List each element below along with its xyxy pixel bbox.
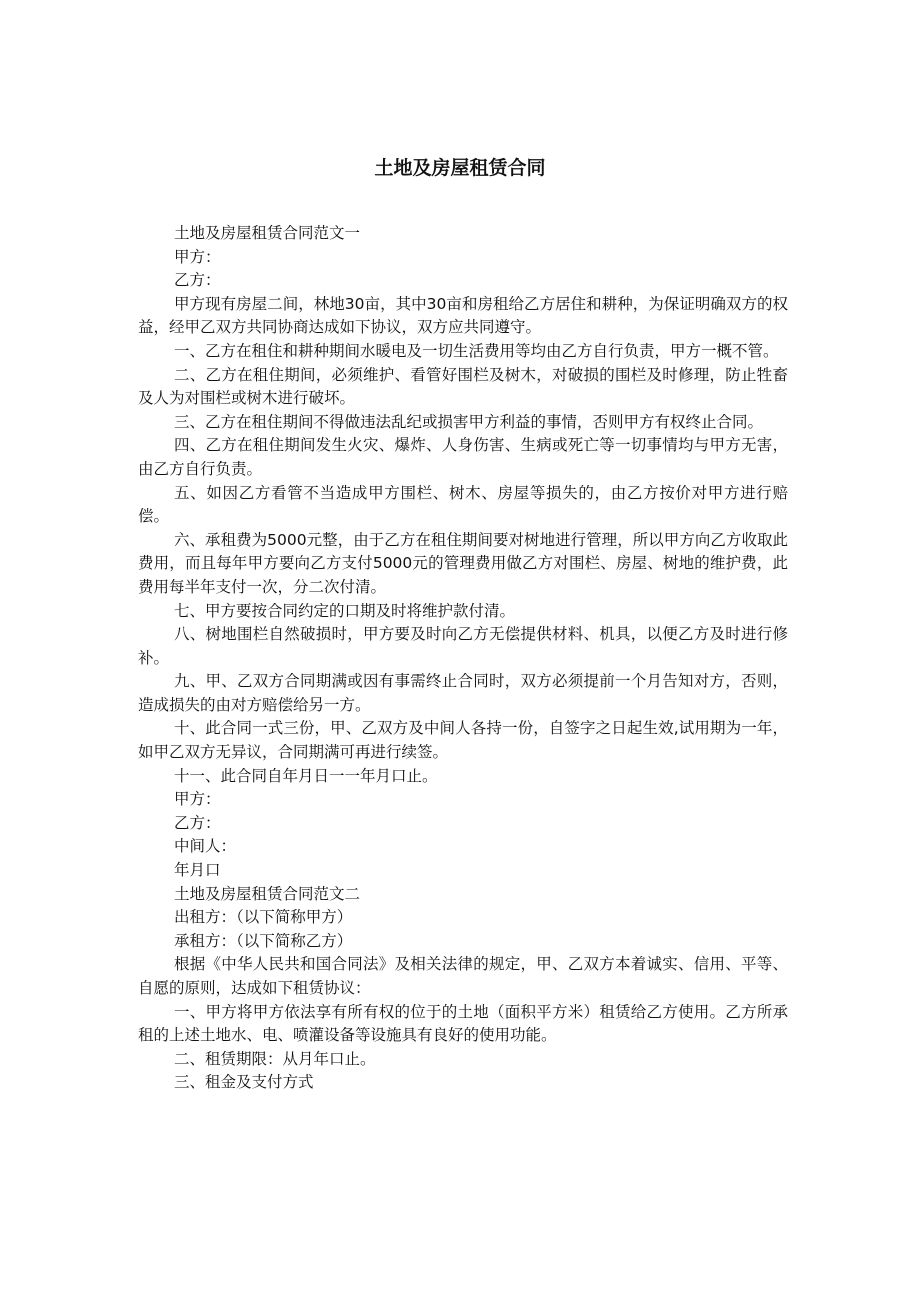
document-title: 土地及房屋租赁合同 xyxy=(374,157,546,179)
paragraph: 甲方现有房屋二间，林地30亩，其中30亩和房租给乙方居住和耕种，为保证明确双方的权益，经甲乙双方共同协商达成如下协议，双方应共同遵守。 xyxy=(138,294,788,337)
paragraph: 十一、此合同自年月日一一年月口止。 xyxy=(174,766,438,785)
paragraph: 九、甲、乙双方合同期满或因有事需终止合同时，双方必须提前一个月告知对方，否则，造成损失的由对方赔偿给另一方。 xyxy=(138,672,788,714)
paragraph: 乙方： xyxy=(174,813,221,832)
paragraph: 甲方： xyxy=(174,247,221,266)
document-body xyxy=(138,222,788,1095)
paragraph: 承租方：（以下简称乙方） xyxy=(174,931,353,950)
paragraph: 八、树地围栏自然破损时，甲方要及时向乙方无偿提供材料、机具，以便乙方及时进行修补。 xyxy=(138,625,788,667)
paragraph: 甲方： xyxy=(174,790,221,809)
paragraph: 三、乙方在租住期间不得做违法乱纪或损害甲方利益的事情，否则甲方有权终止合同。 xyxy=(174,412,764,431)
paragraph: 出租方：（以下简称甲方） xyxy=(174,908,353,927)
paragraph: 一、乙方在租住和耕种期间水暖电及一切生活费用等均由乙方自行负责，甲方一概不管。 xyxy=(174,341,779,360)
paragraph: 五、如因乙方看管不当造成甲方围栏、树木、房屋等损失的，由乙方按价对甲方进行赔偿。 xyxy=(138,483,788,526)
paragraph: 一、甲方将甲方依法享有所有权的位于的土地（面积平方米）租赁给乙方使用。乙方所承租的上述土地水、电、喷灌设备等设施具有良好的使用功能。 xyxy=(138,1002,788,1045)
paragraph: 二、乙方在租住期间，必须维护、看管好围栏及树木，对破损的围栏及时修理，防止牲畜及人为对围栏或树木进行破坏。 xyxy=(138,365,788,408)
paragraph: 中间人： xyxy=(174,837,237,856)
paragraph: 根据《中华人民共和国合同法》及相关法律的规定，甲、乙双方本着诚实、信用、平等、自愿的原则，达成如下租赁协议： xyxy=(138,955,788,997)
paragraph: 二、租赁期限：从月年口止。 xyxy=(174,1049,376,1068)
paragraph: 土地及房屋租赁合同范文一 xyxy=(174,224,361,242)
paragraph: 年月口 xyxy=(174,861,221,880)
paragraph: 四、乙方在租住期间发生火灾、爆炸、人身伤害、生病或死亡等一切事情均与甲方无害，由乙方自行负责。 xyxy=(138,436,788,478)
paragraph: 六、承租费为5000元整，由于乙方在租住期间要对树地进行管理，所以甲方向乙方收取此费用，而且每年甲方要向乙方支付5000元的管理费用做乙方对围栏、房屋、树地的维护费，此费用每半年支付一次，分二次付清。 xyxy=(138,530,788,596)
paragraph: 三、租金及支付方式 xyxy=(174,1073,314,1092)
paragraph: 土地及房屋租赁合同范文二 xyxy=(174,884,361,903)
paragraph: 乙方： xyxy=(174,271,221,290)
paragraph: 十、此合同一式三份，甲、乙双方及中间人各持一份，自签字之日起生效,试用期为一年，如甲乙双方无异议，合同期满可再进行续签。 xyxy=(138,719,788,762)
paragraph: 七、甲方要按合同约定的口期及时将维护款付清。 xyxy=(174,601,516,620)
